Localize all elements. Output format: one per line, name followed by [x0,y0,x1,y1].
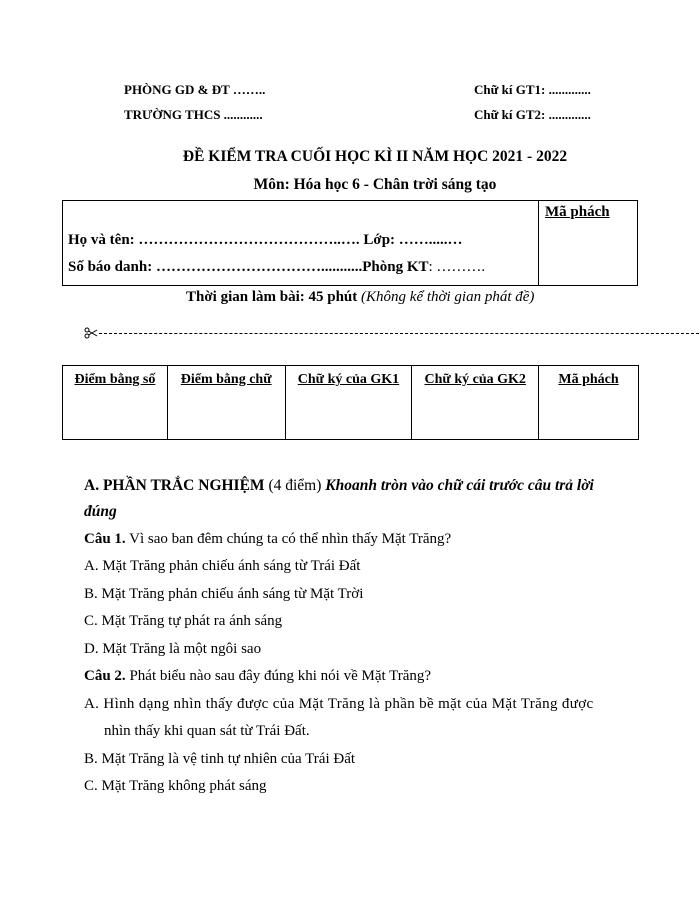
question-1-option-a[interactable]: A. Mặt Trăng phản chiếu ánh sáng từ Trái Đất [84,558,361,574]
question-2-label: Câu 2. [84,668,126,684]
code-label: Mã phách [545,204,610,220]
section-a-title: A. PHẦN TRẮC NGHIỆM [84,477,265,494]
cut-line [99,333,699,334]
id-room-line[interactable] [68,259,485,276]
question-1-text: Vì sao ban đêm chúng ta có thể nhìn thấy Mặt Trăng? [129,531,452,547]
question-2-option-c[interactable]: C. Mặt Trăng không phát sáng [84,778,267,794]
name-class-line[interactable]: Họ và tên: …………………………………..…. Lớp: …….....… [68,232,463,248]
time-label: Thời gian làm bài: 45 phút [186,289,358,305]
exam-subject: Môn: Hóa học 6 - Chân trời sáng tạo [253,176,497,193]
student-id-field[interactable]: Số báo danh: ……………………………........... [68,259,363,275]
section-a-heading [84,477,594,495]
supervisor-1-signature: Chữ kí GT1: ............. [474,82,591,97]
section-a-instruction-cont: đúng [84,503,117,520]
question-1-option-d[interactable]: D. Mặt Trăng là một ngôi sao [84,641,262,657]
code-header: Mã phách [539,366,639,440]
question-2-option-a[interactable]: A. Hình dạng nhìn thấy được của Mặt Trăng là phần bề mặt của Mặt Trăng được [84,696,594,712]
question-1-label: Câu 1. [84,531,126,547]
exam-room-field[interactable]: : ………. [428,259,486,275]
question-2-option-b[interactable]: B. Mặt Trăng là vệ tinh tự nhiên của Trái Đất [84,751,356,767]
question-1 [84,531,451,548]
time-note: (Không kể thời gian phát đề) [361,289,535,305]
examiner-2-signature-header: Chữ ký của GK2 [412,366,539,440]
score-number-header: Điểm bằng số [63,366,168,440]
time-line [186,289,534,306]
section-a-points: (4 điểm) [268,477,322,494]
department-label: PHÒNG GD & ĐT …….. [124,82,266,97]
question-2-option-a-cont[interactable]: nhìn thấy khi quan sát từ Trái Đất. [104,723,310,739]
exam-title: ĐỀ KIỂM TRA CUỐI HỌC KÌ II NĂM HỌC 2021 - 2022 [182,148,568,165]
score-table [62,365,639,440]
exam-room-label: Phòng KT [362,259,429,275]
score-words-header: Điểm bằng chữ [167,366,285,440]
supervisor-2-signature: Chữ kí GT2: ............. [474,107,591,122]
section-a-instruction: Khoanh tròn vào chữ cái trước câu trả lời [325,477,594,494]
question-1-option-b[interactable]: B. Mặt Trăng phản chiếu ánh sáng từ Mặt Trời [84,586,364,602]
scissors-icon [84,326,98,344]
question-1-option-c[interactable]: C. Mặt Trăng tự phát ra ánh sáng [84,613,283,629]
school-label: TRƯỜNG THCS ............ [124,107,263,122]
question-2-text: Phát biểu nào sau đây đúng khi nói về Mặt Trăng? [129,668,432,684]
question-2 [84,668,431,685]
examiner-1-signature-header: Chữ ký của GK1 [285,366,412,440]
